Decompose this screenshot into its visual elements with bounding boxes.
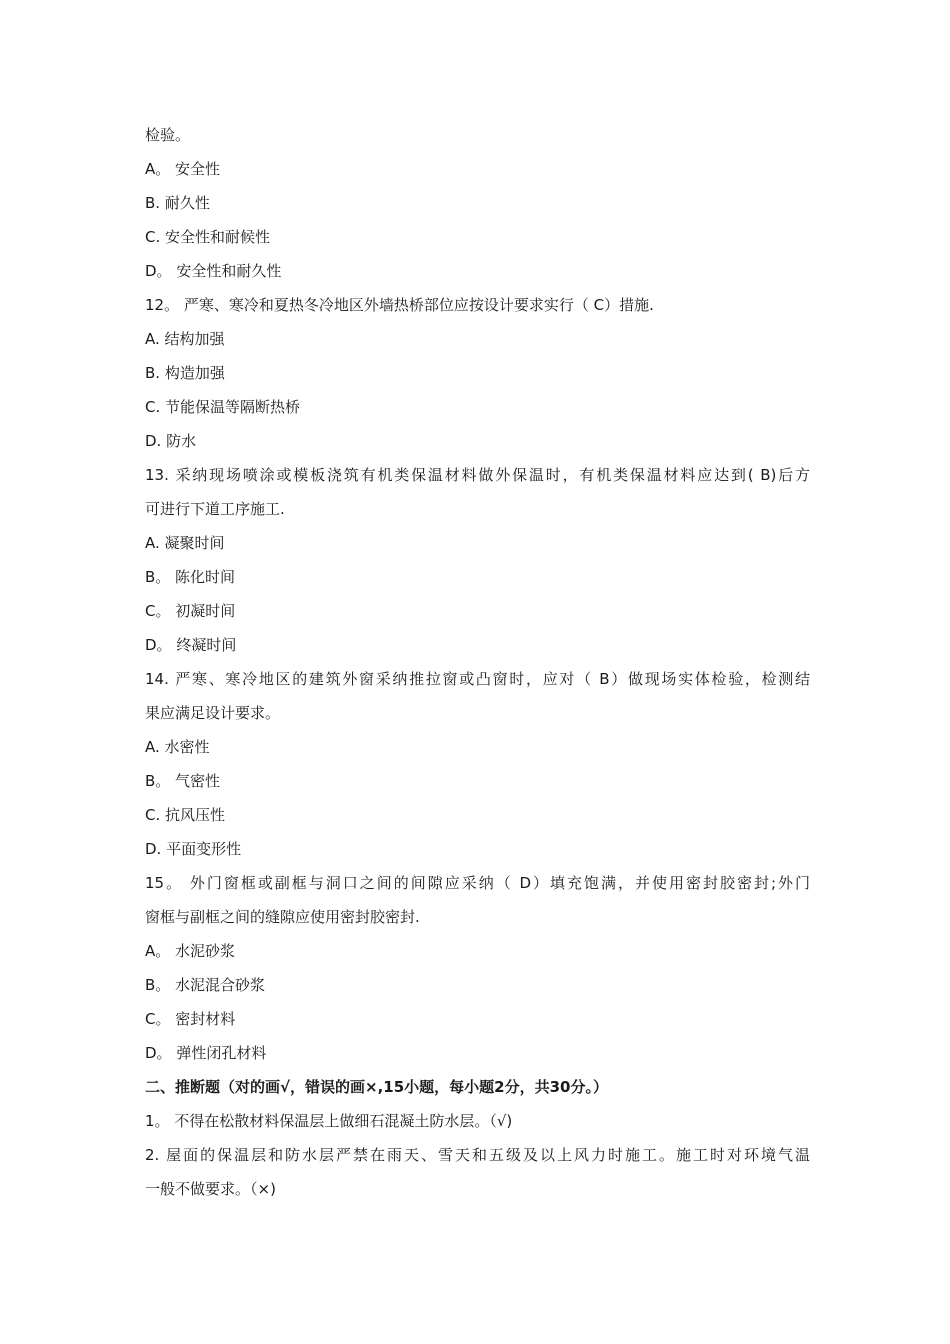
question-13-continued: 可进行下道工序施工. [145,500,285,518]
question-14-continued: 果应满足设计要求。 [145,704,281,722]
judgement-2: 2. 屋面的保温层和防水层严禁在雨天、雪天和五级及以上风力时施工。施工时对环境气温 [145,1146,810,1164]
option-d: D。 安全性和耐久性 [145,262,282,280]
question-15-continued: 窗框与副框之间的缝隙应使用密封胶密封. [145,908,420,926]
option-d: D。 终凝时间 [145,636,237,654]
option-a: A。 水泥砂浆 [145,942,236,960]
option-a: A. 水密性 [145,738,210,756]
option-d: D。 弹性闭孔材料 [145,1044,267,1062]
option-a: A。 安全性 [145,160,221,178]
option-c: C. 抗风压性 [145,806,226,824]
option-c: C。 密封材料 [145,1010,236,1028]
section-heading: 二、推断题（对的画√，错误的画×,15小题，每小题2分，共30分。） [145,1078,608,1096]
option-c: C。 初凝时间 [145,602,236,620]
question-13: 13. 采纳现场喷涂或模板浇筑有机类保温材料做外保温时，有机类保温材料应达到( B)后方 [145,466,810,484]
option-d: D. 防水 [145,432,197,450]
question-15: 15。 外门窗框或副框与洞口之间的间隙应采纳（ D）填充饱满，并使用密封胶密封;外门 [145,874,810,892]
option-b: B。 气密性 [145,772,221,790]
option-d: D. 平面变形性 [145,840,242,858]
question-12: 12。 严寒、寒冷和夏热冬冷地区外墙热桥部位应按设计要求实行（ C）措施. [145,296,654,314]
option-b: B. 构造加强 [145,364,225,382]
option-c: C. 节能保温等隔断热桥 [145,398,301,416]
option-a: A. 凝聚时间 [145,534,225,552]
text-line: 检验。 [145,126,191,144]
judgement-2-continued: 一般不做要求。（×) [145,1180,276,1198]
option-b: B。 水泥混合砂浆 [145,976,266,994]
option-a: A. 结构加强 [145,330,225,348]
judgement-1: 1。 不得在松散材料保温层上做细石混凝土防水层。（√) [145,1112,513,1130]
option-b: B. 耐久性 [145,194,210,212]
option-b: B。 陈化时间 [145,568,236,586]
document-page [145,118,810,1206]
option-c: C. 安全性和耐候性 [145,228,271,246]
question-14: 14. 严寒、寒冷地区的建筑外窗采纳推拉窗或凸窗时，应对（ B）做现场实体检验，检测结 [145,670,810,688]
